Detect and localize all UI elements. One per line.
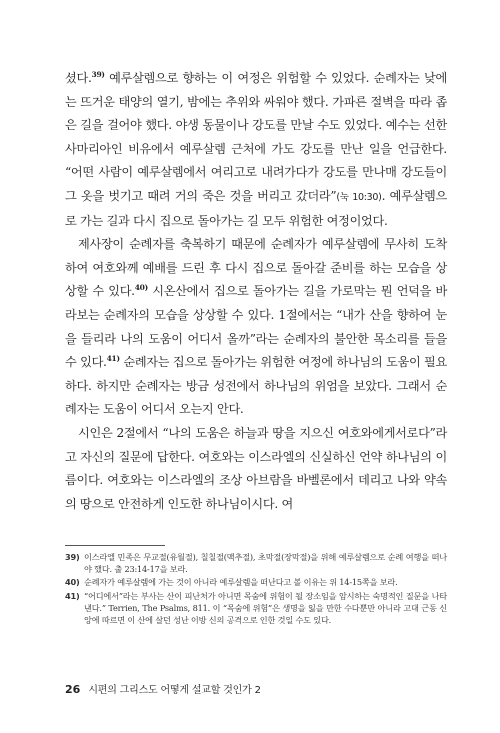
footnote-ref: 39) [91,70,105,79]
footnote-ref: 40) [134,283,148,293]
paragraph-text: 시인은 2절에서 “나의 도움은 하늘과 땅을 지으신 여호와에게서로다”라고 자신의 질문에 답한다. 여호와는 이스라엘의 신실하신 언약 하나님의 이름이다. 여호와는 이스라엘의 조상 아브람을 바벨론에서 데리고 나와 약속의 땅으로 안전하게 인도한 하나님이시다. 여 [65,425,447,511]
footnote-text: 순례자가 예루살렘에 가는 것이 아니라 예루살렘을 떠난다고 볼 이유는 위 14-15쪽을 보라. [84,577,398,588]
paragraph-text: 시온산에서 집으로 돌아가는 길을 가로막는 뭔 언덕을 바라보는 순례자의 모습을 상상할 수 있다. 1절에서는 “내가 산을 향하여 눈을 들리라 나의 도움이 어디서 올까”라는 순례자의 불안한 목소리를 들을 수 있다. [65,284,447,370]
paragraph-text: 예루살렘으로 향하는 이 여정은 위험할 수 있었다. 순례자는 낮에는 뜨거운 태양의 열기, 밤에는 추위와 싸워야 했다. 가파른 절벽을 따라 좁은 길을 걸어야 했다. 야생 동물이나 강도를 만날 수도 있었다. 예수는 선한 사마리아인 비유에서 예루살렘 근처에 가도 강도를 만난 일을 언급한다. “어떤 사람이 예루살렘에서 여리고로 내려가다가 강도를 만나매 강도들이 그 옷을 벗기고 때려 거의 죽은 것을 버리고 갔더라” [65,71,447,203]
footnote-divider [65,545,165,546]
footnotes [65,551,447,627]
paragraph-text: . 예루살렘으로 가는 길과 다시 집으로 돌아가는 길 모두 위험한 여정이었다. [65,188,447,228]
page-footer [65,681,447,696]
footnote [65,590,447,627]
footnote [65,551,447,575]
scripture-citation: (눅 10:30) [336,191,382,203]
footnote-number: 41) [65,590,80,601]
paragraph [65,67,447,233]
paragraph-text: 제사장이 순례자를 축복하기 때문에 순례자가 예루살렘에 무사히 도착하여 여호와께 예배를 드린 후 다시 집으로 돌아갈 준비를 하는 모습을 상상할 수 있다. [65,237,447,299]
paragraph-text: 셨다. [65,71,92,85]
footnote-ref: 41) [106,354,120,364]
footnote-text: “어디에서”라는 부사는 산이 피난처가 아니면 목숨에 위험이 될 장소임을 암시하는 숙명적인 질문을 나타낸다.” Terrien, The Psalms, 811. 이 “목숨에 위험”은 생명을 잃을 만한 수다뿐만 아니라 고대 근동 신앙에 따르면 이 산에 살던 성난 이방 신의 공격으로 인한 것일 수도 있다. [84,590,447,626]
footnote-text: 이스라엘 민족은 무교절(유월절), 칠칠절(맥추절), 초막절(장막절)을 위해 예루살렘으로 순례 여행을 떠나야 했다. 출 23:14-17을 보라. [84,552,447,575]
main-text [65,67,447,516]
footnote [65,576,447,588]
footnote-number: 39) [65,552,80,562]
running-title: 시편의 그리스도 어떻게 설교할 것인가 2 [88,685,261,696]
paragraph-text: 순례자는 집으로 돌아가는 위험한 여정에 하나님의 도움이 필요하다. 하지만 순례자는 방금 성전에서 하나님의 위엄을 보았다. 그래서 순례자는 도움이 어디서 오는지 안다. [65,355,447,417]
paragraph [65,233,447,422]
page-number: 26 [65,683,81,696]
footnote-number: 40) [65,577,80,588]
paragraph [65,422,447,516]
